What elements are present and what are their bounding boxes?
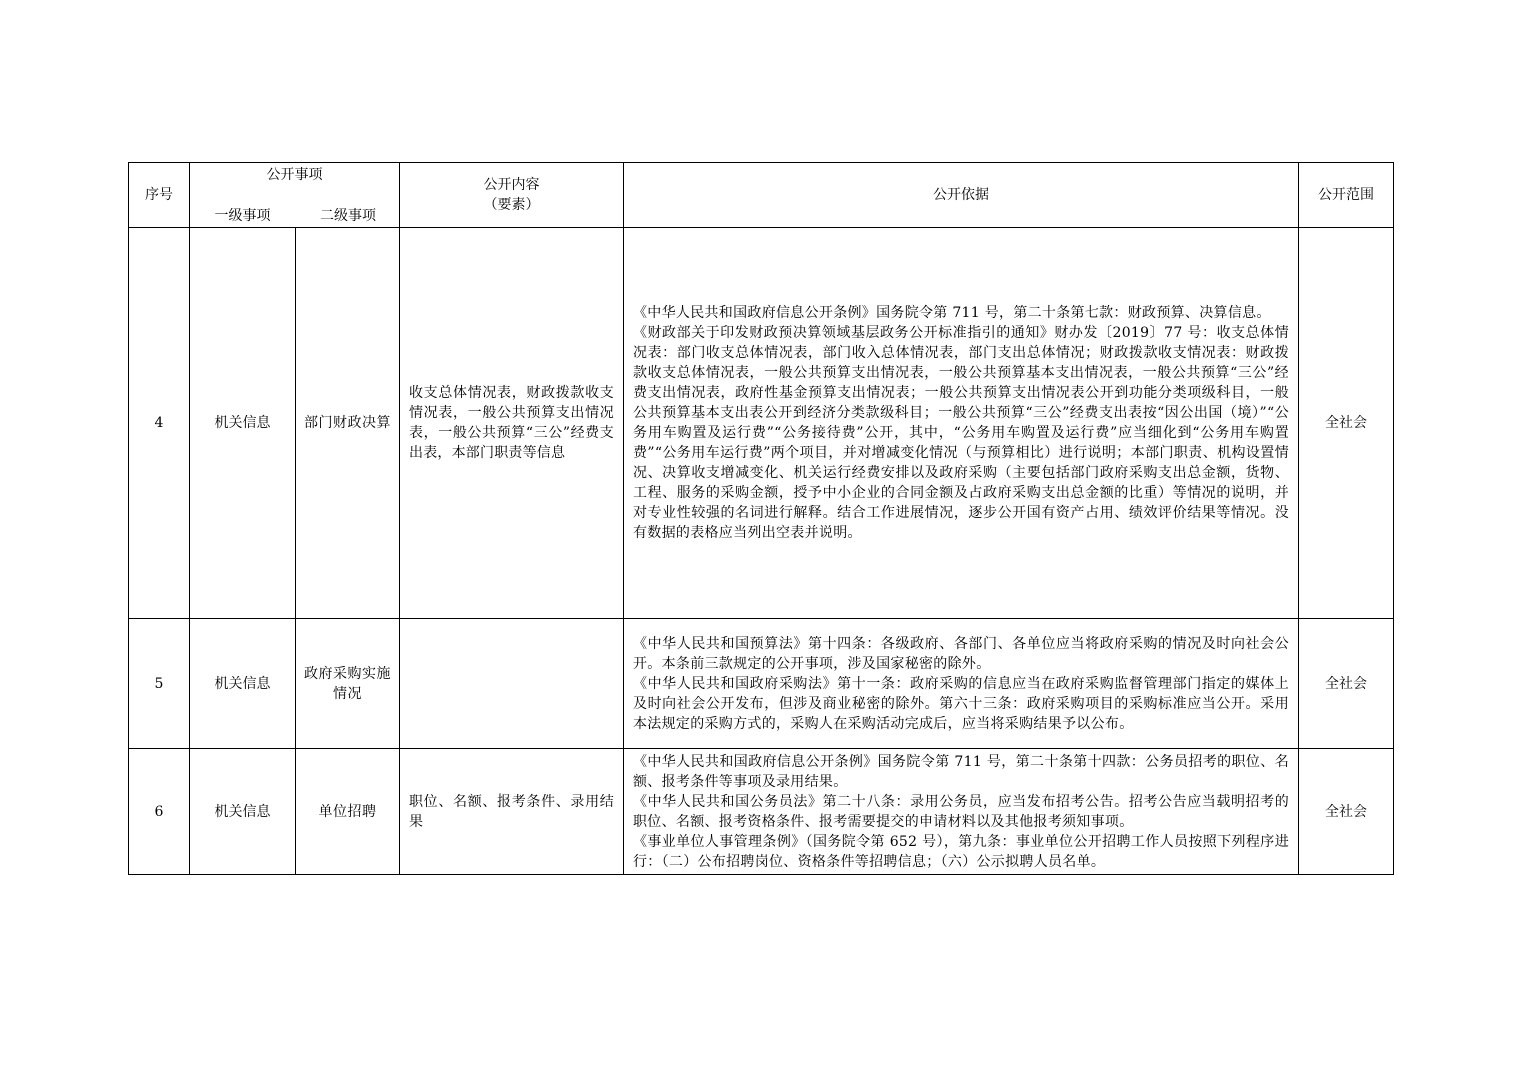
header-basis: [624, 163, 1299, 228]
row-level1: 机关信息: [190, 619, 296, 749]
header-matters: [190, 163, 400, 228]
row-basis: [624, 749, 1299, 875]
row-basis: [624, 619, 1299, 749]
row-content: 职位、名额、报考条件、录用结果: [400, 749, 624, 875]
header-content: [400, 163, 624, 228]
basis-paragraph: 《中华人民共和国政府采购法》第十一条：政府采购的信息应当在政府采购监督管理部门指定的媒体上及时向社会公开发布，但涉及商业秘密的除外。第六十三条：政府采购项目的采购标准应当公开。采用本法规定的采购方式的，采购人在采购活动完成后，应当将采购结果予以公布。: [633, 675, 1289, 732]
basis-paragraph: 《中华人民共和国政府信息公开条例》国务院令第 711 号，第二十条第十四款：公务员招考的职位、名额、报考条件等事项及录用结果。: [633, 753, 1289, 790]
basis-paragraph: 《中华人民共和国政府信息公开条例》国务院令第 711 号，第二十条第七款：财政预算、决算信息。: [633, 305, 1271, 321]
basis-paragraph: 《中华人民共和国预算法》第十四条：各级政府、各部门、各单位应当将政府采购的情况及时向社会公开。本条前三款规定的公开事项，涉及国家秘密的除外。: [633, 635, 1289, 672]
basis-paragraph: 《财政部关于印发财政预决算领域基层政务公开标准指引的通知》财办发〔2019〕77 号：收支总体情况表：部门收支总体情况表，部门收入总体情况表，部门支出总体情况；财政拨款收支情况表：财政拨款收支总体情况表，一般公共预算支出情况表，一般公共预算基本支出情况表，一般公共预算“三公”经费支出情况表，政府性基金预算支出情况表；一般公共预算支出情况表公开到功能分类项级科目，一般公共预算基本支出表公开到经济分类款级科目；一般公共预算“三公”经费支出表按“因公出国（境）”“公务用车购置及运行费”“公务接待费”公开，其中，“公务用车购置及运行费”应当细化到“公务用车购置费”“公务用车运行费”两个项目，并对增减变化情况（与预算相比）进行说明；本部门职责、机构设置情况、决算收支增减变化、机关运行经费安排以及政府采购（主要包括部门政府采购支出总金额，货物、工程、服务的采购金额，授予中小企业的合同金额及占政府采购支出总金额的比重）等情况的说明，并对专业性较强的名词进行解释。结合工作进展情况，逐步公开国有资产占用、绩效评价结果等情况。没有数据的表格应当列出空表并说明。: [633, 325, 1289, 541]
row-seq: 4: [129, 228, 190, 619]
table-header-row: [129, 163, 1394, 228]
row-scope: 全社会: [1299, 228, 1394, 619]
header-level2-label: 二级事项: [320, 208, 376, 224]
header-scope: [1299, 163, 1394, 228]
row-content: 收支总体情况表，财政拨款收支情况表，一般公共预算支出情况表，一般公共预算“三公”经费支出表，本部门职责等信息: [400, 228, 624, 619]
disclosure-table: [128, 162, 1394, 875]
header-content-line2: （要素）: [483, 197, 540, 213]
row-seq: 6: [129, 749, 190, 875]
row-level2: 部门财政决算: [296, 228, 400, 619]
row-level2: 单位招聘: [296, 749, 400, 875]
header-scope-label: 公开范围: [1318, 187, 1374, 203]
row-level2: 政府采购实施情况: [296, 619, 400, 749]
header-seq-label: 序号: [145, 187, 173, 203]
row-basis: [624, 228, 1299, 619]
row-scope: 全社会: [1299, 749, 1394, 875]
row-level1: 机关信息: [190, 228, 296, 619]
header-basis-label: 公开依据: [933, 187, 989, 203]
table-row: [129, 619, 1394, 749]
row-seq: 5: [129, 619, 190, 749]
header-seq: [129, 163, 190, 228]
header-content-line1: 公开内容: [483, 177, 540, 193]
header-level1-label: 一级事项: [214, 208, 271, 224]
basis-paragraph: 《事业单位人事管理条例》（国务院令第 652 号），第九条：事业单位公开招聘工作人员按照下列程序进行：（二）公布招聘岗位、资格条件等招聘信息；（六）公示拟聘人员名单。: [633, 833, 1289, 870]
row-scope: 全社会: [1299, 619, 1394, 749]
row-content: [400, 619, 624, 749]
table-row: [129, 749, 1394, 875]
header-matters-label: 公开事项: [266, 167, 323, 183]
row-level1: 机关信息: [190, 749, 296, 875]
table-row: [129, 228, 1394, 619]
basis-paragraph: 《中华人民共和国公务员法》第二十八条：录用公务员，应当发布招考公告。招考公告应当载明招考的职位、名额、报考资格条件、报考需要提交的申请材料以及其他报考须知事项。: [633, 793, 1289, 830]
